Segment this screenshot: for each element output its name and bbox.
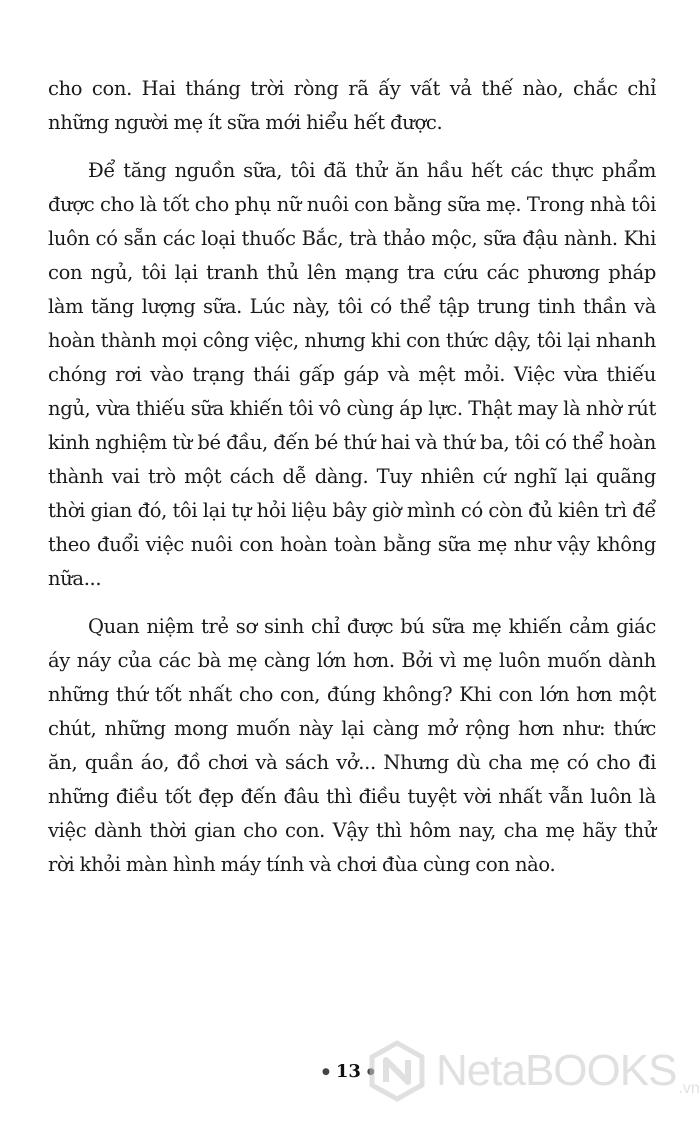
left-dot-icon: ● xyxy=(322,1066,330,1077)
paragraph-time-with-child: Quan niệm trẻ sơ sinh chỉ được bú sữa mẹ khiến cảm giác áy náy của các bà mẹ càng lớn hơn. Bởi vì mẹ luôn muốn dành những thứ tốt nhất cho con, đúng không? Khi con lớn hơn một chút, những mong muốn này lại càng mở rộng hơn như: thức ăn, quần áo, đồ chơi và sách vở... Nhưng dù cha mẹ có cho đi những điều tốt đẹp đến đâu thì điều tuyệt vời nhất vẫn luôn là việc dành thời gian cho con. Vậy thì hôm nay, cha mẹ hãy thử rời khỏi màn hình máy tính và chơi đùa cùng con nào. xyxy=(48,615,656,876)
paragraph-breast-milk: Để tăng nguồn sữa, tôi đã thử ăn hầu hết các thực phẩm được cho là tốt cho phụ nữ nuôi con bằng sữa mẹ. Trong nhà tôi luôn có sẵn các loại thuốc Bắc, trà thảo mộc, sữa đậu nành. Khi con ngủ, tôi lại tranh thủ lên mạng tra cứu các phương pháp làm tăng lượng sữa. Lúc này, tôi có thể tập trung tinh thần và hoàn thành mọi công việc, nhưng khi con thức dậy, tôi lại nhanh chóng rơi vào trạng thái gấp gáp và mệt mỏi. Việc vừa thiếu ngủ, vừa thiếu sữa khiến tôi vô cùng áp lực. Thật may là nhờ rút kinh nghiệm từ bé đầu, đến bé thứ hai và thứ ba, tôi có thể hoàn thành vai trò một cách dễ dàng. Tuy nhiên cứ nghĩ lại quãng thời gian đó, tôi lại tự hỏi liệu bây giờ mình có còn đủ kiên trì để theo đuổi việc nuôi con hoàn toàn bằng sữa mẹ như vậy không nữa... xyxy=(48,159,656,590)
right-dot-icon: ● xyxy=(366,1066,375,1077)
paragraph-continuation: cho con. Hai tháng trời ròng rã ấy vất vả thế nào, chắc chỉ những người mẹ ít sữa mới hiểu hết được. xyxy=(48,77,656,134)
page-number-text: 13 xyxy=(335,1061,361,1082)
netabooks-logo-icon xyxy=(366,1040,428,1102)
watermark-suffix: .vn xyxy=(678,1080,700,1097)
netabooks-watermark xyxy=(366,1040,700,1102)
page-body xyxy=(48,72,656,896)
watermark-brand: NetaBOOKS xyxy=(436,1046,677,1095)
